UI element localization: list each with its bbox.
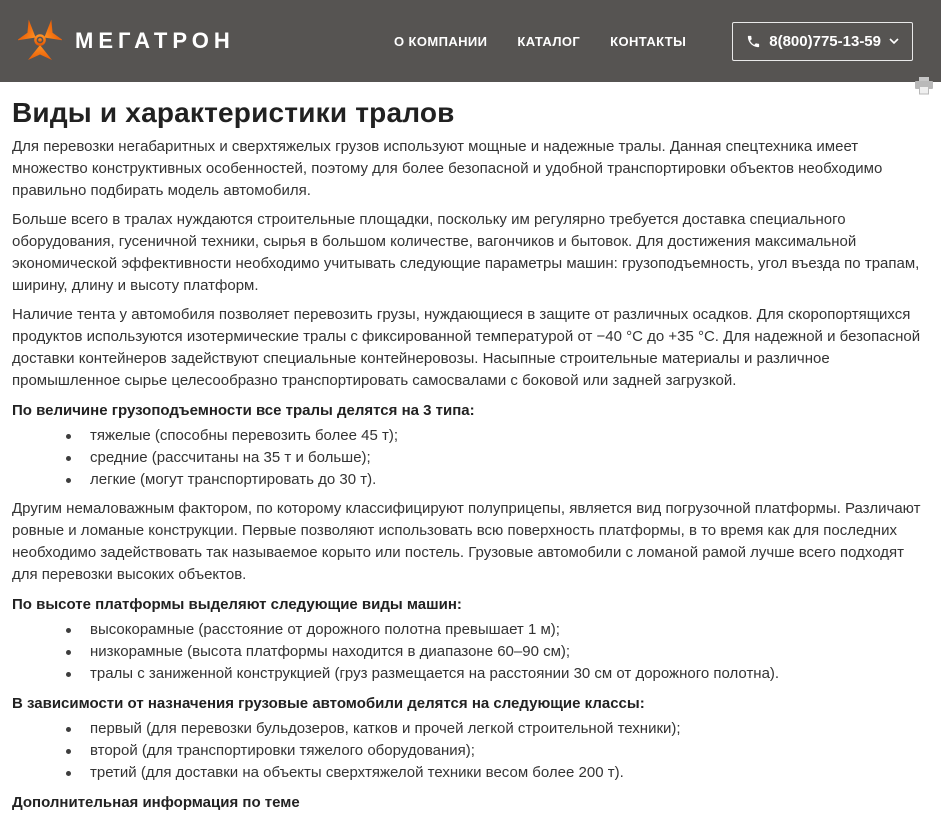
logo-text: МЕГАТРОН [75,28,235,53]
main-nav [364,22,913,61]
phone-number: 8(800)775-13-59 [769,32,881,50]
phone-icon [746,34,761,49]
list-item: первый (для перевозки бульдозеров, катков и прочей легкой строительной техники); [90,718,921,740]
paragraph: Наличие тента у автомобиля позволяет перевозить грузы, нуждающиеся в защите от различных осадков. Для скоропортящихся продуктов используются изотермические тралы с фиксированной температурой от −40 °С до +35 °С. Для надежной и безопасной доставки контейнеров задействуют специальные контейнеровозы. Насыпные строительные материалы и различное промышленное сырье целесообразно транспортировать самосвалами с боковой или задней загрузкой. [12,306,921,389]
chevron-down-icon [889,38,899,45]
bullet-list [12,718,921,784]
list-item: тралы с заниженной конструкцией (груз размещается на расстоянии 30 см от дорожного полотна). [90,663,921,685]
paragraph: Больше всего в тралах нуждаются строительные площадки, поскольку им регулярно требуется доставка специального оборудования, гусеничной техники, сырья в большом количестве, вагончиков и бытовок. Для достижения максимальной экономической эффективности необходимо учитывать следующие параметры машин: грузоподъемность, угол въезда по трапам, ширину, длину и высоту платформ. [12,211,920,294]
list-item: тяжелые (способны перевозить более 45 т); [90,425,921,447]
list-item: легкие (могут транспортировать до 30 т). [90,469,921,491]
logo-icon [18,17,62,66]
list-item: высокорамные (расстояние от дорожного полотна превышает 1 м); [90,619,921,641]
list-item: низкорамные (высота платформы находится в диапазоне 60–90 см); [90,641,921,663]
site-header [0,0,941,82]
nav-item-about[interactable]: О КОМПАНИИ [394,33,488,49]
phone-button[interactable] [732,22,913,61]
nav-item-catalog[interactable]: КАТАЛОГ [517,33,581,49]
section-heading-capacity: По величине грузоподъемности все тралы делятся на 3 типа: [12,402,475,419]
section-heading-classes: В зависимости от назначения грузовые автомобили делятся на следующие классы: [12,695,645,712]
page-title: Виды и характеристики тралов [12,97,455,128]
paragraph: Другим немаловажным фактором, по которому классифицируют полуприцепы, является вид погрузочной платформы. Различают ровные и ломаные конструкции. Первые позволяют использовать всю поверхность платформы, в то время как для последних необходимо задействовать так называемое корыто или постель. Грузовые автомобили с ломаной рамой лучше всего подходят для перевозки высоких объектов. [12,500,921,583]
list-item: средние (рассчитаны на 35 т и больше); [90,447,921,469]
print-icon[interactable] [914,77,934,95]
list-item: третий (для доставки на объекты сверхтяжелой техники весом более 200 т). [90,762,921,784]
more-info-heading: Дополнительная информация по теме [12,794,300,811]
logo[interactable] [18,17,235,66]
bullet-list [12,619,921,685]
paragraph: Для перевозки негабаритных и сверхтяжелых грузов используют мощные и надежные тралы. Данная спецтехника имеет множество конструктивных особенностей, поэтому для более безопасной и удобной транспортировки объектов необходимо правильно подбирать модель автомобиля. [12,138,883,199]
section-heading-platform-height: По высоте платформы выделяют следующие виды машин: [12,596,462,613]
article [0,97,941,814]
list-item: второй (для транспортировки тяжелого оборудования); [90,740,921,762]
nav-item-contacts[interactable]: КОНТАКТЫ [610,33,687,49]
bullet-list [12,425,921,491]
